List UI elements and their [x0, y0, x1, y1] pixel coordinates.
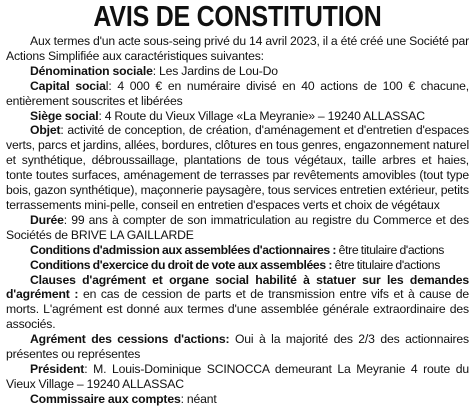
field-president	[6, 362, 469, 392]
field-label: Objet	[30, 123, 61, 138]
field-label: Capital socia	[30, 78, 106, 93]
field-separator: l:	[105, 78, 118, 93]
legal-notice	[6, 3, 469, 407]
notice-title: AVIS DE CONSTITUTION	[93, 1, 382, 33]
field-label: Président	[30, 361, 85, 376]
field-label: Clauses d'agrément et organe social habilité à statuer sur les demandes d'agrément :	[6, 272, 469, 302]
field-separator: :	[180, 391, 187, 406]
field-value: activité de conception, de création, d'aménagement et d'entretien d'espaces verts, parcs et jardins, allées, bordures, clôtures en tous genres, engazonnement naturel et synthétique, débroussaillage, plantations de tous végétaux, taille arbres et haies, tonte toutes surfaces, aménagement de terrasses par revêtements amovibles (tout type bois, gazon synthétique), maçonnerie paysagère, tous services entretien extérieur, petits terrassements mini-pelle, conseil en entretien d'espaces verts et choix de végétaux	[6, 123, 469, 212]
field-separator: :	[98, 108, 105, 123]
field-admission	[6, 243, 469, 258]
field-value: néant	[186, 391, 217, 406]
field-value: Oui à la majorité des 2/3 des actionnaires présentes ou représentes	[6, 332, 469, 362]
field-value: 4 000 € en numéraire divisé en 40 actions de 100 € chacune, entièrement souscrites et libérées	[6, 78, 469, 108]
field-label: Conditions d'exercice du droit de vote aux assemblées :	[30, 257, 333, 272]
field-label: Commissaire aux comptes	[30, 391, 181, 406]
field-value: être titulaire d'actions	[338, 242, 445, 257]
field-label: Siège social	[30, 108, 99, 123]
field-capital	[6, 79, 469, 109]
field-denomination	[6, 64, 469, 79]
field-value: en cas de cession de parts et de transmission entre vifs et à cause de morts. L'agrément est donné aux termes d'une assemblée générale extraordinaire des associés.	[6, 287, 469, 332]
field-value: M. Louis-Dominique SCINOCCA demeurant La Meyranie 4 route du Vieux Village – 19240 ALLASSAC	[6, 361, 469, 391]
field-value: 4 Route du Vieux Village «La Meyranie» – 19240 ALLASSAC	[104, 108, 425, 123]
field-label: Agrément des cessions d'actions:	[30, 332, 230, 347]
field-agrement	[6, 332, 469, 362]
field-siege	[6, 109, 469, 124]
field-label: Dénomination sociale	[30, 63, 153, 78]
field-separator: :	[152, 63, 160, 78]
field-commissaire	[6, 392, 469, 407]
field-label: Conditions d'admission aux assemblées d'actionnaires :	[30, 242, 337, 257]
field-value: être titulaire d'actions	[334, 257, 440, 272]
field-clauses	[6, 273, 469, 333]
field-value: Les Jardins de Lou-Do	[159, 63, 278, 78]
field-separator: :	[84, 361, 94, 376]
field-vote	[6, 258, 469, 273]
field-separator: :	[60, 123, 68, 138]
field-duree	[6, 213, 469, 243]
intro-paragraph: Aux termes d'un acte sous-seing privé du 14 avril 2023, il a été créé une Société par Actions Simplifiée aux caractéristiques suivantes:	[6, 34, 469, 63]
field-value: 99 ans à compter de son immatriculation au registre du Commerce et des Sociétés de BRIVE LA GAILLARDE	[6, 212, 469, 242]
field-objet	[6, 123, 469, 212]
field-label: Durée	[30, 212, 64, 227]
field-separator: :	[63, 212, 72, 227]
